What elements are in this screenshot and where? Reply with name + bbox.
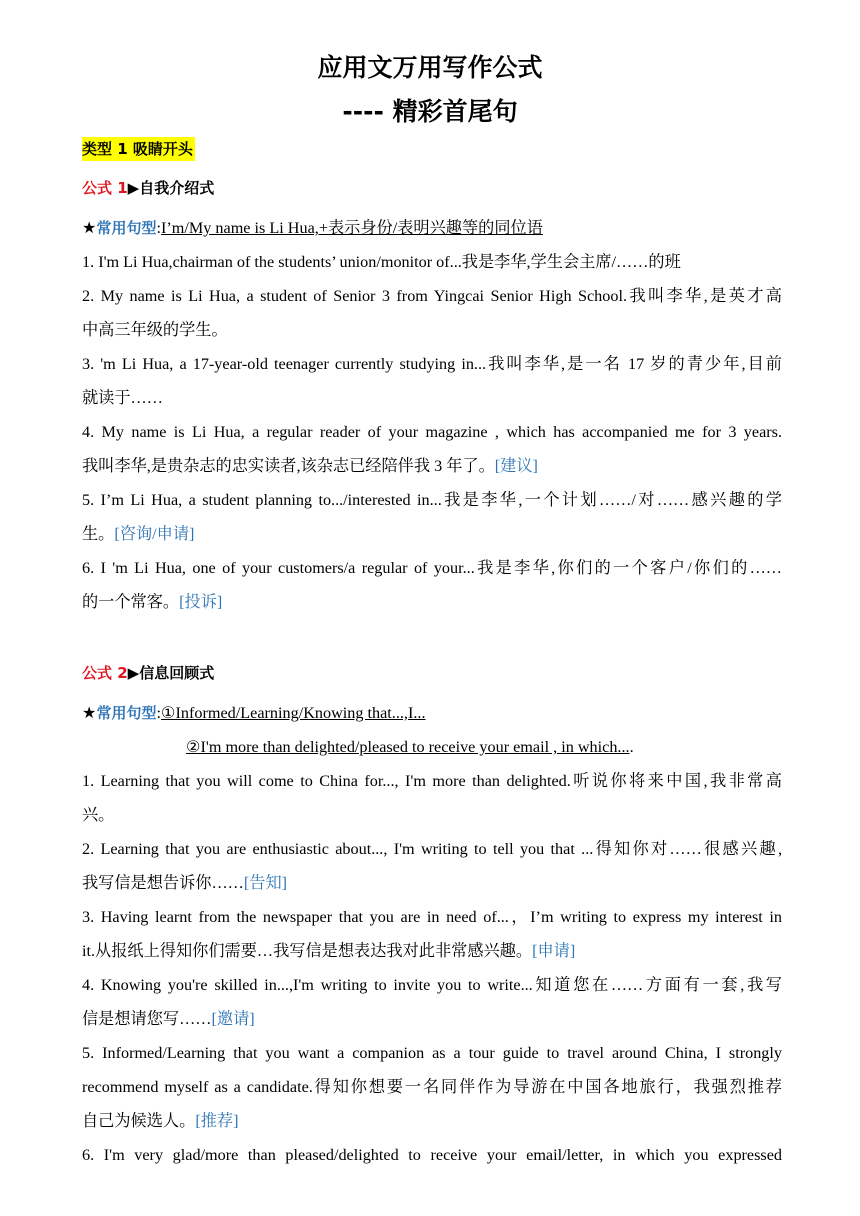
formula1-name: 自我介绍式 (139, 179, 215, 197)
sentence-1-3a: 3. 'm Li Hua, a 17-year-old teenager currently studying in...我叫李华,是一名 17 岁的青少年,目前 (82, 355, 782, 373)
tag-label: [推荐] (195, 1112, 239, 1130)
pattern-label: 常用句型 (96, 704, 157, 722)
formula2-pattern-2 (186, 737, 786, 757)
sentence-1-5b-text: 生。 (82, 525, 115, 543)
sentence-1-2a: 2. My name is Li Hua, a student of Senior 3 from Yingcai Senior High School.我叫李华,是英才高 (82, 287, 782, 305)
pattern-text-2-tail: . (629, 738, 634, 756)
sentence-2-2b (82, 873, 782, 893)
sentence-1-4b-text: 我叫李华,是贵杂志的忠实读者,该杂志已经陪伴我 3 年了。 (82, 457, 495, 475)
sentence-2-4b-text: 信是想请您写…… (82, 1010, 212, 1028)
sentence-1-4b (82, 456, 782, 476)
tag-label: [申请] (532, 942, 576, 960)
sentence-2-1a: 1. Learning that you will come to China for..., I'm more than delighted.听说你将来中国,我非常高 (82, 772, 782, 790)
sentence-1-5a: 5. I’m Li Hua, a student planning to.../interested in...我是李华,一个计划……/对……感兴趣的学 (82, 491, 782, 509)
tag-label: [邀请] (211, 1010, 255, 1028)
sentence-2-5c-text: 自己为候选人。 (82, 1112, 196, 1130)
sentence-2-5b: recommend myself as a candidate.得知你想要一名同伴作为导游在中国各地旅行，我强烈推荐 (82, 1078, 782, 1096)
formula2-name: 信息回顾式 (139, 664, 215, 682)
pattern-colon: : (156, 219, 162, 237)
sentence-1-6b (82, 592, 782, 612)
sentence-1-2b: 中高三年级的学生。 (82, 321, 228, 339)
type1-highlight: 类型 1 吸睛开头 (82, 137, 195, 161)
pattern-text-2: ②I'm more than delighted/pleased to receive your email , in which... (186, 738, 630, 756)
formula2-pattern-1 (82, 703, 782, 723)
pattern-colon: : (156, 704, 162, 722)
page-title: 应用文万用写作公式 (317, 53, 543, 82)
sentence-1-1: 1. I'm Li Hua,chairman of the students’ union/monitor of...我是李华,学生会主席/……的班 (82, 253, 681, 271)
formula2-label: 公式 2 (82, 664, 128, 682)
sentence-2-5a: 5. Informed/Learning that you want a companion as a tour guide to travel around China, I strongly (82, 1044, 782, 1062)
sentence-1-5b (82, 524, 782, 544)
arrow-icon: ▶ (127, 179, 140, 197)
pattern-text-1: ①Informed/Learning/Knowing that...,I... (161, 704, 426, 722)
formula1-label: 公式 1 (82, 179, 128, 197)
pattern-label: 常用句型 (96, 219, 157, 237)
sentence-2-3b (82, 941, 782, 961)
tag-label: [投诉] (179, 593, 223, 611)
star-icon: ★ (82, 704, 97, 722)
sentence-2-4a: 4. Knowing you're skilled in...,I'm writing to invite you to write...知道您在……方面有一套,我写 (82, 976, 782, 994)
sentence-1-6a: 6. I 'm Li Hua, one of your customers/a regular of your...我是李华,你们的一个客户/你们的…… (82, 559, 782, 577)
arrow-icon: ▶ (127, 664, 140, 682)
sentence-1-6b-text: 的一个常客。 (82, 593, 180, 611)
sentence-2-1b: 兴。 (82, 806, 115, 824)
sentence-2-6a: 6. I'm very glad/more than pleased/delighted to receive your email/letter, in which you expressed (82, 1146, 782, 1164)
formula1-heading (82, 178, 782, 198)
sentence-2-5c (82, 1111, 782, 1131)
sentence-1-3b: 就读于…… (82, 389, 163, 407)
sentence-2-4b (82, 1009, 782, 1029)
tag-label: [告知] (243, 874, 288, 892)
sentence-2-3a: 3. Having learnt from the newspaper that you are in need of...，I’m writing to express my interest in (82, 908, 782, 926)
sentence-2-3b-text: it.从报纸上得知你们需要…我写信是想表达我对此非常感兴趣。 (82, 942, 533, 960)
formula2-heading (82, 663, 782, 683)
formula1-pattern (82, 218, 782, 238)
sentence-1-4a: 4. My name is Li Hua, a regular reader of your magazine , which has accompanied me for 3 years. (82, 423, 782, 441)
tag-label: [建议] (494, 457, 538, 475)
sentence-2-2b-text: 我写信是想告诉你…… (82, 874, 244, 892)
sentence-2-2a: 2. Learning that you are enthusiastic about..., I'm writing to tell you that ...得知你对……很感兴趣, (82, 840, 782, 858)
tag-label: [咨询/申请] (114, 525, 195, 543)
star-icon: ★ (82, 219, 97, 237)
section-heading-type1 (82, 139, 782, 159)
pattern-text: I’m/My name is Li Hua,+表示身份/表明兴趣等的同位语 (161, 219, 543, 237)
page-subtitle: ---- 精彩首尾句 (342, 97, 518, 126)
